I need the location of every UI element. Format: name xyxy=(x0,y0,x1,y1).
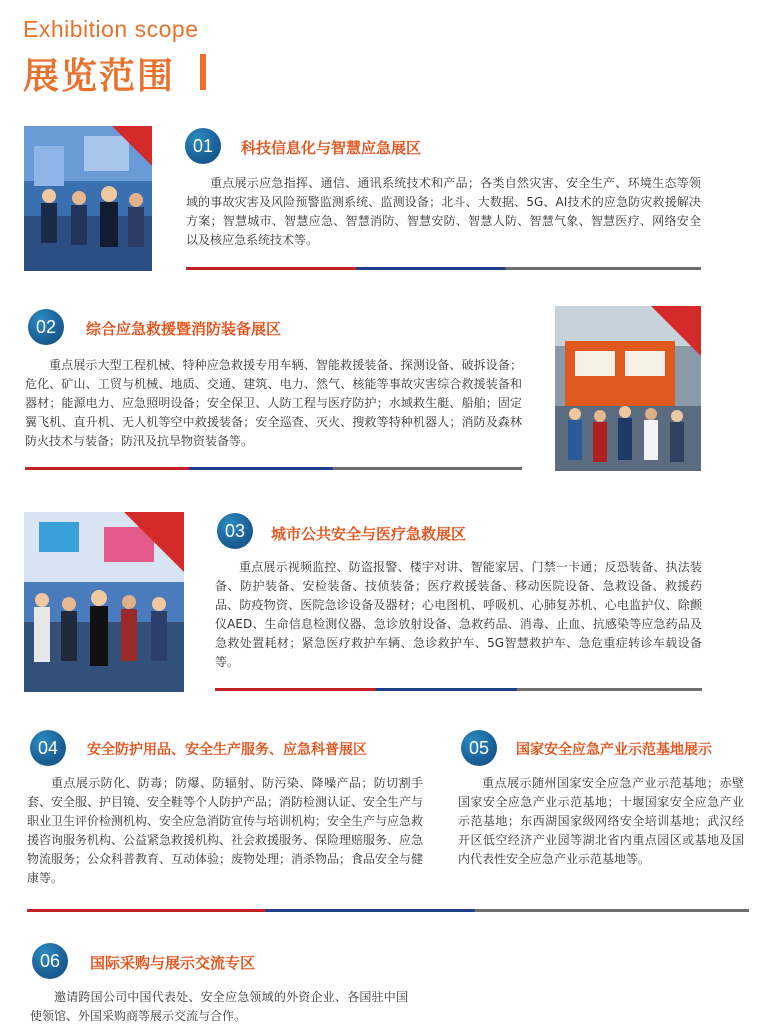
section-04-05-divider xyxy=(27,909,749,912)
section-02-photo xyxy=(555,306,701,471)
section-03-text: 重点展示视频监控、防盗报警、楼宇对讲、智能家居、门禁一卡通；反恐装备、执法装备、防护装备、安检装备、技侦装备；医疗救援装备、移动医院设备、急救设备、救援药品、防疫物资、医院急诊设备及器材；心电图机、呼吸机、心肺复苏机、心电监护仪、除颤仪AED、生命信息检测仪器、急诊放射设备、急救药品、消毒、止血、抗感染等应急药品及急救处置耗材；紧急医疗救护车辆、急诊救护车、5G智慧救护车、急危重症转诊车载设备等。 xyxy=(215,560,702,669)
section-05-text: 重点展示随州国家安全应急产业示范基地；赤壁国家安全应急产业示范基地；十堰国家安全应急产业示范基地；东西湖国家级网络安全培训基地；武汉经开区低空经济产业园等湖北省内重点园区或基地及国内代表性安全应急产业示范基地等。 xyxy=(458,776,744,866)
section-02-divider xyxy=(25,467,522,470)
section-01-photo xyxy=(24,126,152,271)
section-03-title: 城市公共安全与医疗急救展区 xyxy=(271,525,467,543)
section-05-title: 国家安全应急产业示范基地展示 xyxy=(516,742,712,758)
section-03-divider xyxy=(215,688,702,691)
title-accent-bar xyxy=(200,54,206,90)
section-02-text: 重点展示大型工程机械、特种应急救援专用车辆、智能救援装备、探测设备、破拆设备；危化、矿山、工贸与机械、地质、交通、建筑、电力、然气、核能等事故灾害综合救援装备和器材；能源电力、应急照明设备；安全保卫、人防工程与医疗防护；水域救生艇、船舶；固定翼飞机、直升机、无人机等空中救援装备；安全巡查、灭火、搜救等特种机器人；消防及森林防火技术与装备；防汛及抗旱物资装备等。 xyxy=(25,358,522,448)
section-06-text: 邀请跨国公司中国代表处、安全应急领域的外资企业、各国驻中国使领馆、外国采购商等展示交流与合作。 xyxy=(30,990,408,1023)
section-05-number: 05 xyxy=(461,730,497,766)
section-01-text: 重点展示应急指挥、通信、通讯系统技术和产品；各类自然灾害、安全生产、环境生态等领域的事故灾害及风险预警监测系统、监测设备；北斗、大数据、5G、AI技术的应急防灾救援解决方案；智慧城市、智慧应急、智慧消防、智慧安防、智慧人防、智慧气象、智慧医疗、网络安全以及核应急系统技术等。 xyxy=(186,176,701,247)
section-01-title: 科技信息化与智慧应急展区 xyxy=(241,139,422,157)
section-06-title: 国际采购与展示交流专区 xyxy=(90,954,256,972)
section-03-photo xyxy=(24,512,184,692)
section-01-number: 01 xyxy=(185,128,221,164)
section-03-number: 03 xyxy=(217,513,253,549)
title-chinese: 展览范围 xyxy=(23,56,176,97)
section-04-text: 重点展示防化、防毒；防爆、防辐射、防污染、降噪产品；防切割手套、安全服、护目镜、安全鞋等个人防护产品；消防检测认证、安全生产与职业卫生评价检测机构、安全应急消防宣传与培训机构；安全生产与应急救援咨询服务机构、公益紧急救援机构、社会救援服务、保险理赔服务、应急物流服务；公众科普教育、互动体验；废物处理；消杀物品；食品安全与健康等。 xyxy=(27,776,424,885)
section-04-title: 安全防护用品、安全生产服务、应急科普展区 xyxy=(87,742,367,758)
section-02-number: 02 xyxy=(28,309,64,345)
section-06-number: 06 xyxy=(32,943,68,979)
title-english: Exhibition scope xyxy=(23,16,199,42)
section-01-divider xyxy=(186,267,701,270)
section-02-title: 综合应急救援暨消防装备展区 xyxy=(86,320,282,338)
section-04-number: 04 xyxy=(30,730,66,766)
